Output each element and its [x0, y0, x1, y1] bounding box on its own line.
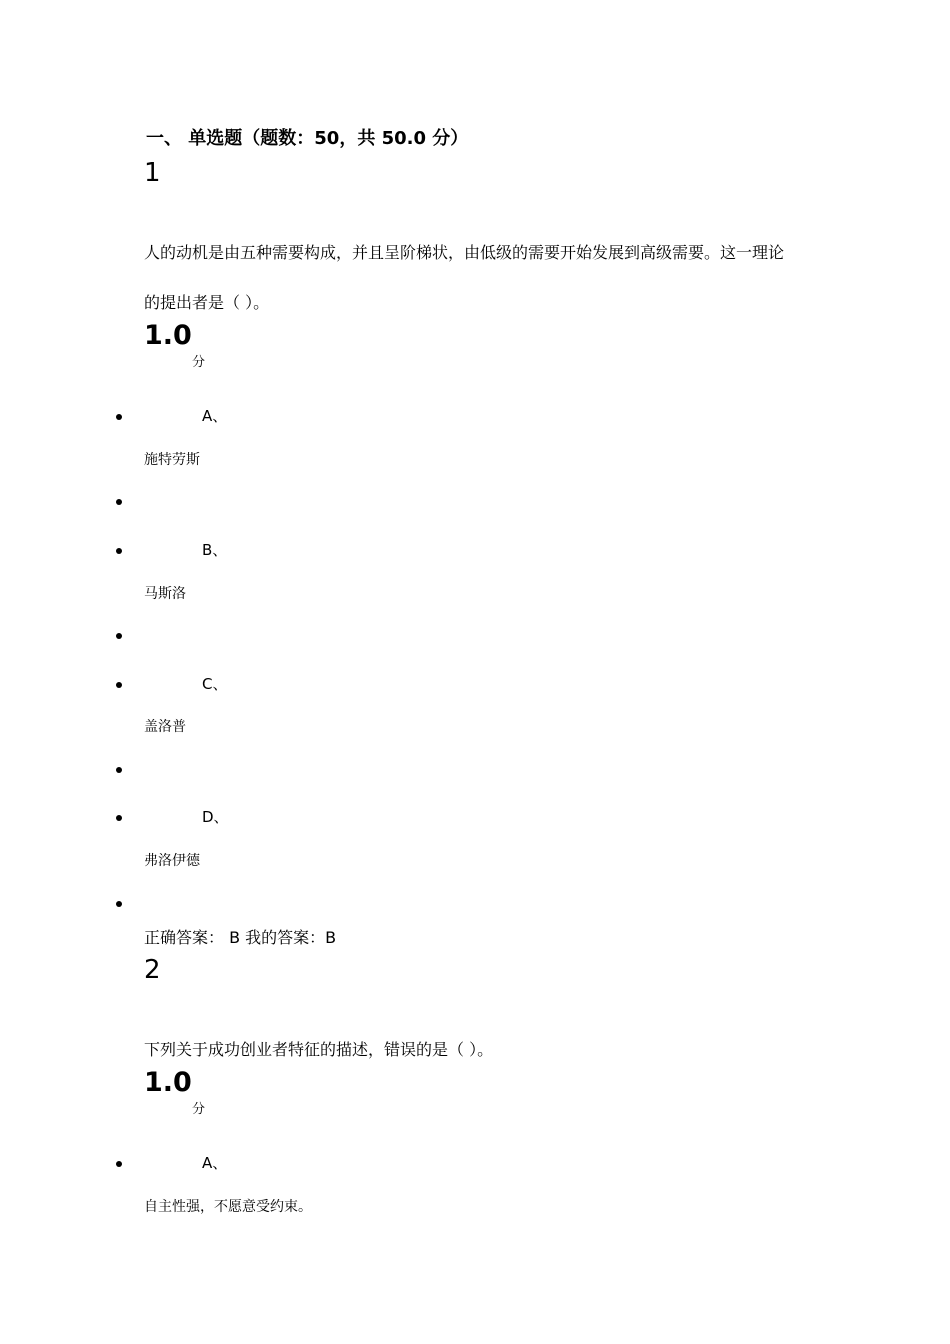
list-bullet — [116, 767, 122, 773]
list-bullet — [116, 633, 122, 639]
list-bullet — [116, 815, 122, 821]
score-unit: 分 — [192, 355, 206, 370]
option-label-c[interactable]: C、 — [202, 675, 228, 693]
option-text-d[interactable]: 弗洛伊德 — [144, 853, 200, 869]
option-text-a[interactable]: 自主性强，不愿意受约束。 — [144, 1199, 312, 1215]
question-score: 1.0 — [144, 1067, 192, 1098]
list-bullet — [116, 414, 122, 420]
question-number: 1 — [144, 158, 161, 188]
option-text-c[interactable]: 盖洛普 — [144, 719, 186, 735]
option-label-d[interactable]: D、 — [202, 808, 229, 826]
question-text-line2: 的提出者是（ ）。 — [144, 293, 270, 312]
question-text-line1: 下列关于成功创业者特征的描述，错误的是（ ）。 — [144, 1040, 494, 1059]
option-label-a[interactable]: A、 — [202, 407, 228, 425]
list-bullet — [116, 682, 122, 688]
option-label-a[interactable]: A、 — [202, 1154, 228, 1172]
list-bullet — [116, 548, 122, 554]
score-unit: 分 — [192, 1102, 206, 1117]
question-score: 1.0 — [144, 320, 192, 351]
list-bullet — [116, 499, 122, 505]
list-bullet — [116, 1161, 122, 1167]
section-title: 一、 单选题（题数：50，共 50.0 分） — [146, 128, 469, 149]
question-number: 2 — [144, 955, 161, 985]
list-bullet — [116, 901, 122, 907]
option-label-b[interactable]: B、 — [202, 541, 228, 559]
option-text-a[interactable]: 施特劳斯 — [144, 452, 200, 468]
question-text-line1: 人的动机是由五种需要构成，并且呈阶梯状，由低级的需要开始发展到高级需要。这一理论 — [144, 243, 785, 262]
answer-line: 正确答案： B 我的答案：B — [144, 928, 337, 947]
option-text-b[interactable]: 马斯洛 — [144, 586, 186, 602]
